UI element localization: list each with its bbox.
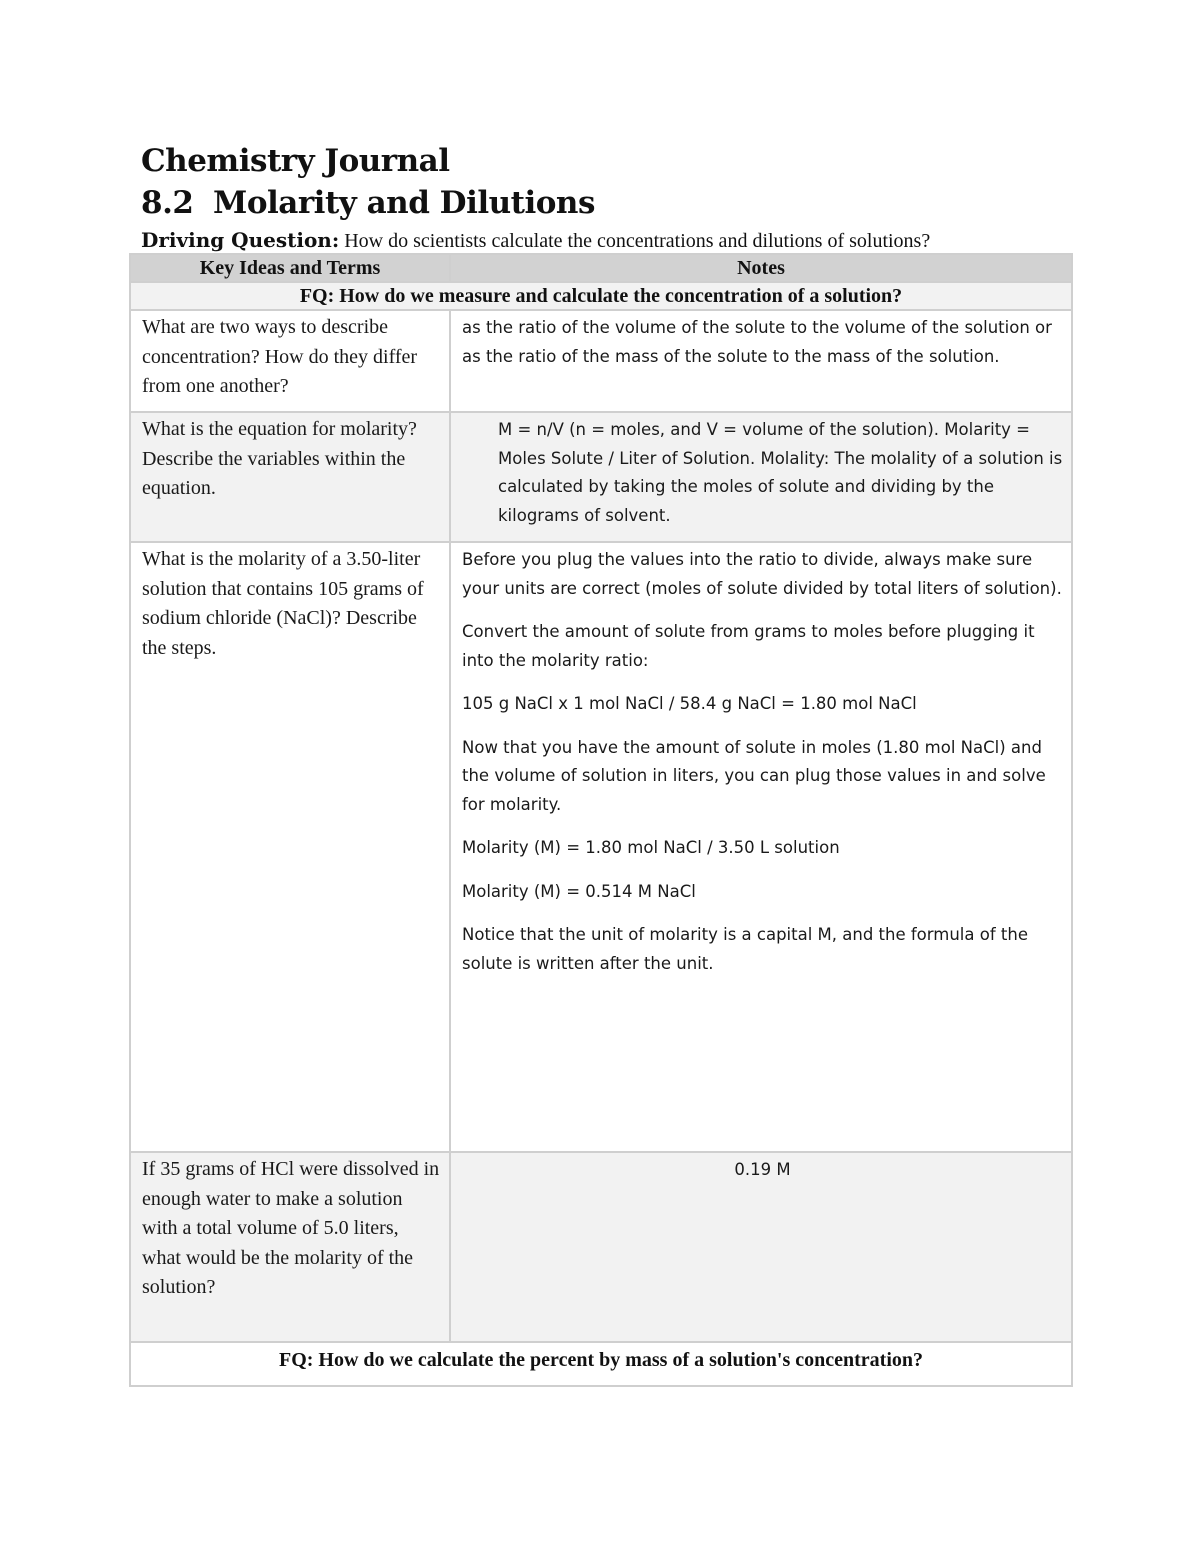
notes-text: M = n/V (n = moles, and V = volume of the solution). Molarity = Moles Solute / Liter of Solution. Molality: The molality of a solution is calculated by taking the moles of solute and dividing by the kilograms of solvent. xyxy=(498,420,1063,525)
question-cell: If 35 grams of HCl were dissolved in enough water to make a solution with a total volume of 5.0 liters, what would be the molarity of the solution? xyxy=(130,1152,450,1342)
notes-cell[interactable] xyxy=(450,412,1072,542)
title-block xyxy=(141,140,1081,254)
driving-question xyxy=(141,227,1081,254)
lesson-title xyxy=(141,182,1081,224)
notes-text: Before you plug the values into the ratio to divide, always make sure your units are correct (moles of solute divided by total liters of solution). xyxy=(462,550,1062,598)
focus-question-1: FQ: How do we measure and calculate the concentration of a solution? xyxy=(130,282,1072,310)
focus-question-row xyxy=(130,282,1072,310)
notes-text: as the ratio of the volume of the solute to the volume of the solution or as the ratio of the mass of the solute to the mass of the solution. xyxy=(462,318,1052,366)
header-key-ideas: Key Ideas and Terms xyxy=(130,254,450,282)
lesson-number: 8.2 xyxy=(141,185,194,221)
notes-text: Now that you have the amount of solute in moles (1.80 mol NaCl) and the volume of solution in liters, you can plug those values in and solve for molarity. xyxy=(462,737,1046,814)
notes-text: Convert the amount of solute from grams to moles before plugging it into the molarity ratio: xyxy=(462,622,1035,670)
journal-title: Chemistry Journal xyxy=(141,143,450,179)
notes-cell[interactable] xyxy=(450,310,1072,412)
table-header-row xyxy=(130,254,1072,282)
driving-question-label: Driving Question: xyxy=(141,228,340,252)
focus-question-2: FQ: How do we calculate the percent by mass of a solution's concentration? xyxy=(130,1342,1072,1386)
table-row xyxy=(130,1152,1072,1342)
driving-question-text: How do scientists calculate the concentrations and dilutions of solutions? xyxy=(344,230,931,252)
notes-cell[interactable] xyxy=(450,542,1072,1152)
notes-text: Molarity (M) = 1.80 mol NaCl / 3.50 L solution xyxy=(462,838,840,857)
notes-text: Notice that the unit of molarity is a capital M, and the formula of the solute is written after the unit. xyxy=(462,925,1028,973)
lesson-name: Molarity and Dilutions xyxy=(213,185,595,221)
focus-question-row xyxy=(130,1342,1072,1386)
notes-text: 0.19 M xyxy=(734,1160,791,1179)
table-row xyxy=(130,542,1072,1152)
notes-text: 105 g NaCl x 1 mol NaCl / 58.4 g NaCl = 1.80 mol NaCl xyxy=(462,694,917,713)
question-cell: What is the molarity of a 3.50-liter solution that contains 105 grams of sodium chloride (NaCl)? Describe the steps. xyxy=(130,542,450,1152)
header-notes: Notes xyxy=(450,254,1072,282)
table-row xyxy=(130,310,1072,412)
question-cell: What is the equation for molarity? Describe the variables within the equation. xyxy=(130,412,450,542)
notes-cell[interactable] xyxy=(450,1152,1072,1342)
notes-table xyxy=(129,253,1073,1387)
table-row xyxy=(130,412,1072,542)
notes-text: Molarity (M) = 0.514 M NaCl xyxy=(462,881,696,901)
question-cell: What are two ways to describe concentration? How do they differ from one another? xyxy=(130,310,450,412)
